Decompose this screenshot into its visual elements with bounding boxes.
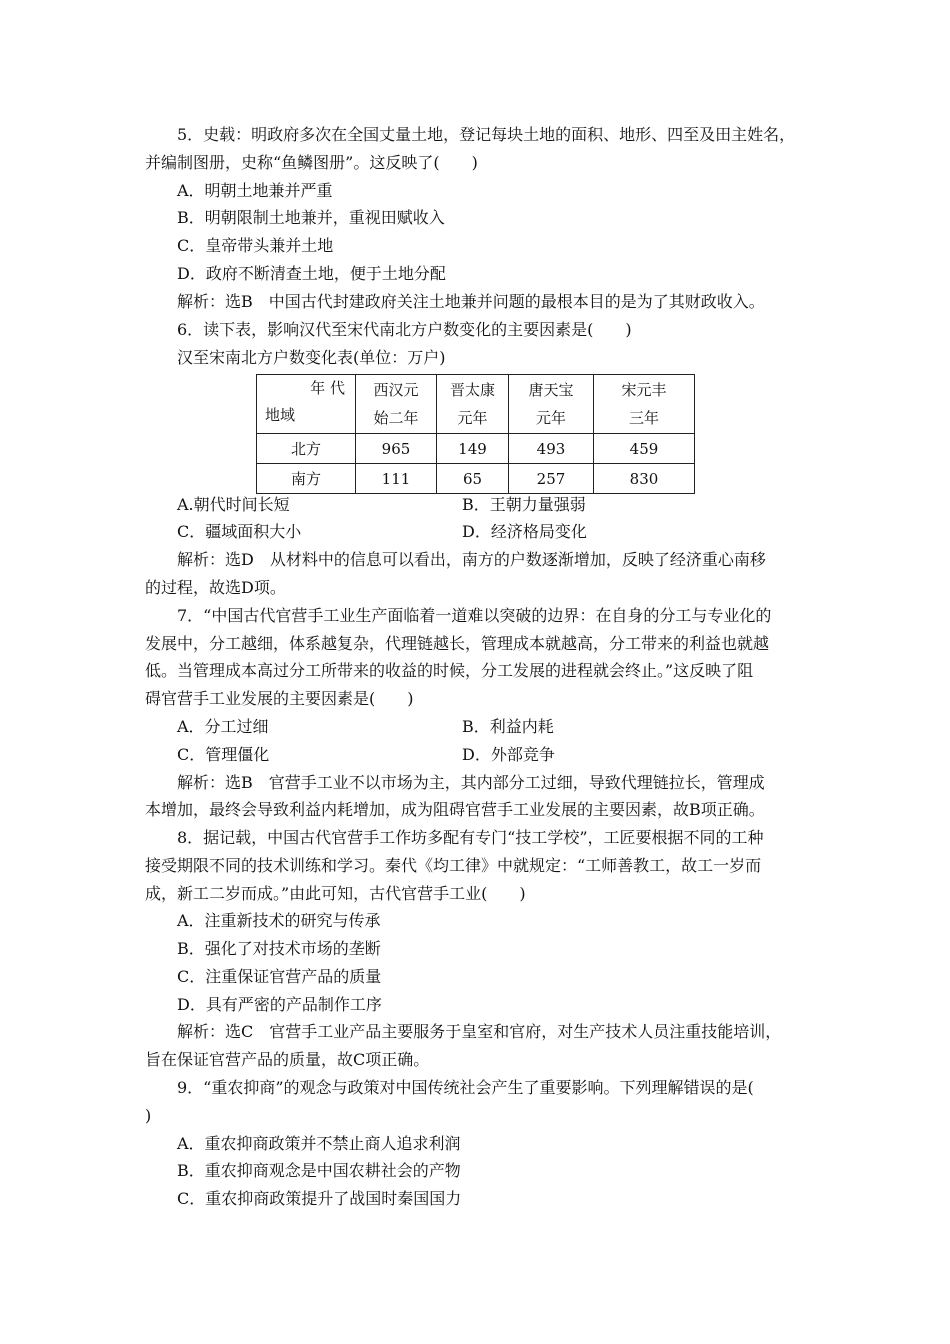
q7-stem-line-4: 碍官营手工业发展的主要因素是( ): [145, 689, 414, 708]
q9-option-c: C．重农抑商政策提升了战国时秦国国力: [177, 1189, 462, 1208]
column-header-line: 宋元丰: [621, 381, 667, 399]
q6-analysis-line-1: 解析：选D 从材料中的信息可以看出，南方的户数逐渐增加，反映了经济重心南移: [177, 550, 766, 569]
q7-stem-line-3: 低。当管理成本高过分工所带来的收益的时候，分工发展的进程就会终止。”这反映了阻: [145, 661, 754, 680]
table-corner-cell: [257, 375, 356, 434]
q9-option-b: B．重农抑商观念是中国农耕社会的产物: [177, 1161, 461, 1180]
q9-stem-line-2: ): [145, 1106, 152, 1125]
q8-analysis-line-1: 解析：选C 官营手工业产品主要服务于皇室和官府，对生产技术人员注重技能培训，: [177, 1022, 782, 1041]
q8-option-c: C．注重保证官营产品的质量: [177, 967, 382, 986]
row-label: 南方: [257, 464, 356, 494]
table-cell: 830: [594, 464, 695, 494]
q5-stem-line-2: 并编制图册，史称“鱼鳞图册”。这反映了( ): [145, 153, 478, 172]
q7-stem-line-1: 7．“中国古代官营手工业生产面临着一道难以突破的边界：在自身的分工与专业化的: [177, 606, 772, 625]
q7-stem-line-2: 发展中，分工越细，体系越复杂，代理链越长，管理成本就越高，分工带来的利益也就越: [145, 634, 770, 653]
corner-label-era: 年 代: [310, 379, 345, 397]
column-header-line: 始二年: [373, 409, 419, 427]
q8-stem-line-2: 接受期限不同的技术训练和学习。秦代《均工律》中就规定：“工师善教工，故工一岁而: [145, 856, 762, 875]
household-table: [256, 374, 695, 494]
q8-stem-line-3: 成，新工二岁而成。”由此可知，古代官营手工业( ): [145, 884, 526, 903]
q8-option-b: B．强化了对技术市场的垄断: [177, 939, 381, 958]
q6-option-b: B．王朝力量强弱: [462, 495, 586, 514]
q8-option-d: D．具有严密的产品制作工序: [177, 995, 382, 1014]
q6-option-c: C．疆域面积大小: [177, 522, 302, 541]
q6-option-d: D．经济格局变化: [462, 522, 587, 541]
row-label: 北方: [257, 434, 356, 464]
column-header: [594, 375, 695, 434]
corner-label-region: 地域: [265, 406, 296, 424]
q7-option-a: A．分工过细: [177, 717, 269, 736]
column-header-line: 西汉元: [373, 381, 419, 399]
q6-table-title: 汉至宋南北方户数变化表(单位：万户): [177, 348, 446, 367]
table-cell: 149: [437, 434, 509, 464]
column-header-line: 三年: [628, 409, 659, 427]
q8-option-a: A．注重新技术的研究与传承: [177, 911, 381, 930]
table-row: [257, 464, 695, 494]
q9-stem-line-1: 9．“重农抑商”的观念与政策对中国传统社会产生了重要影响。下列理解错误的是(: [177, 1078, 754, 1097]
q7-option-d: D．外部竞争: [462, 745, 555, 764]
q6-stem: 6．读下表，影响汉代至宋代南北方户数变化的主要因素是( ): [177, 320, 632, 339]
q9-option-a: A．重农抑商政策并不禁止商人追求利润: [177, 1134, 461, 1153]
table-cell: 257: [509, 464, 594, 494]
table-cell: 111: [356, 464, 437, 494]
q7-option-c: C．管理僵化: [177, 745, 270, 764]
column-header-line: 元年: [457, 409, 488, 427]
q6-option-a: A.朝代时间长短: [177, 495, 290, 514]
column-header-line: 晋太康: [449, 381, 495, 399]
q7-option-b: B．利益内耗: [462, 717, 554, 736]
q5-option-c: C．皇帝带头兼并土地: [177, 236, 334, 255]
column-header: [437, 375, 509, 434]
q8-analysis-line-2: 旨在保证官营产品的质量，故C项正确。: [145, 1050, 430, 1069]
column-header: [356, 375, 437, 434]
q5-option-a: A．明朝土地兼并严重: [177, 181, 333, 200]
q5-stem-line-1: 5．史载：明政府多次在全国丈量土地，登记每块土地的面积、地形、四至及田主姓名，: [177, 125, 796, 144]
table-cell: 65: [437, 464, 509, 494]
q7-analysis-line-1: 解析：选B 官营手工业不以市场为主，其内部分工过细，导致代理链拉长，管理成: [177, 773, 765, 792]
q5-analysis: 解析：选B 中国古代封建政府关注土地兼并问题的最根本目的是为了其财政收入。: [177, 292, 765, 311]
q7-analysis-line-2: 本增加，最终会导致利益内耗增加，成为阻碍官营手工业发展的主要因素，故B项正确。: [145, 800, 765, 819]
q5-option-d: D．政府不断清查土地，便于土地分配: [177, 264, 446, 283]
table-cell: 459: [594, 434, 695, 464]
table-cell: 965: [356, 434, 437, 464]
table-row: [257, 434, 695, 464]
table-cell: 493: [509, 434, 594, 464]
q5-option-b: B．明朝限制土地兼并，重视田赋收入: [177, 208, 445, 227]
column-header-line: 唐天宝: [528, 381, 574, 399]
column-header-line: 元年: [535, 409, 566, 427]
q6-analysis-line-2: 的过程，故选D项。: [145, 578, 286, 597]
column-header: [509, 375, 594, 434]
q8-stem-line-1: 8．据记载，中国古代官营手工作坊多配有专门“技工学校”，工匠要根据不同的工种: [177, 828, 764, 847]
